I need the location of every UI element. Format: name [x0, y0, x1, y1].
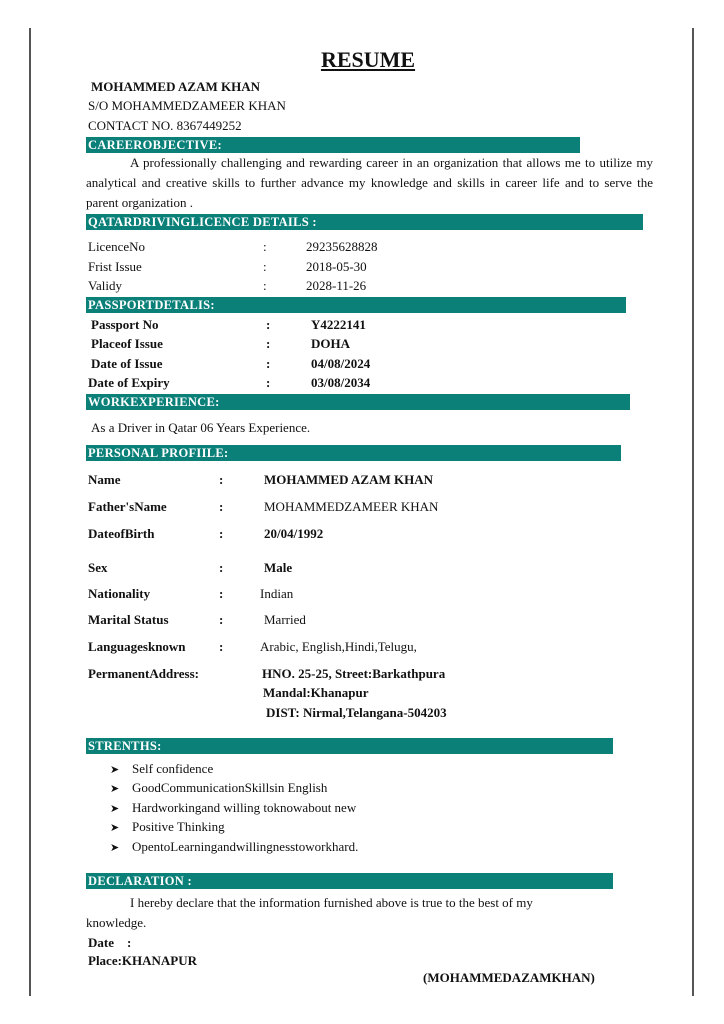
- arrow-bullet-icon: ➤: [110, 764, 120, 776]
- passport-separator: :: [266, 356, 271, 371]
- licence-separator: :: [263, 239, 267, 254]
- personal-separator: :: [219, 472, 224, 487]
- personal-separator: :: [219, 586, 224, 601]
- personal-separator: :: [219, 499, 224, 514]
- passport-value: Y4222141: [311, 317, 366, 332]
- licence-separator: :: [263, 278, 267, 293]
- personal-value: Arabic, English,Hindi,Telugu,: [260, 639, 417, 654]
- licence-label: Frist Issue: [88, 259, 142, 274]
- personal-value: Indian: [260, 586, 294, 601]
- relation-line: S/O MOHAMMEDZAMEER KHAN: [88, 98, 286, 113]
- licence-heading: QATARDRIVINGLICENCE DETAILS :: [86, 214, 643, 230]
- list-item: ➤ Self confidence: [110, 761, 214, 776]
- passport-heading: PASSPORTDETALIS:: [86, 297, 626, 313]
- strengths-heading: STRENTHS:: [86, 738, 613, 754]
- licence-value: 29235628828: [306, 239, 378, 254]
- work-experience-text: As a Driver in Qatar 06 Years Experience.: [91, 420, 311, 435]
- personal-separator: :: [219, 526, 224, 541]
- declaration-text: I hereby declare that the information furnished above is true to the best of my knowledge.: [86, 895, 533, 930]
- passport-label: Placeof Issue: [91, 336, 163, 351]
- arrow-bullet-icon: ➤: [110, 783, 120, 795]
- page-border-left: [29, 28, 31, 996]
- passport-value: 03/08/2034: [311, 375, 371, 390]
- personal-label: Name: [88, 472, 121, 487]
- contact-line: CONTACT NO. 8367449252: [88, 118, 242, 133]
- list-item: ➤ OpentoLearningandwillingnesstoworkhard.: [110, 839, 359, 854]
- career-objective-text: A professionally challenging and rewarding career in an organization that allows me to utilize my analytical and creative skills to further advance my knowledge and skills in career life and to serve the parent organization .: [86, 155, 653, 210]
- passport-label: Date of Expiry: [88, 375, 170, 390]
- personal-label: DateofBirth: [88, 526, 155, 541]
- personal-label: Sex: [88, 560, 108, 575]
- licence-value: 2028-11-26: [306, 278, 367, 293]
- personal-value: Married: [264, 612, 306, 627]
- list-item: ➤ Hardworkingand willing toknowabout new: [110, 800, 357, 815]
- signature-name: (MOHAMMEDAZAMKHAN): [423, 970, 595, 985]
- personal-profile-heading: PERSONAL PROFIILE:: [86, 445, 621, 461]
- personal-value: Male: [264, 560, 293, 575]
- arrow-bullet-icon: ➤: [110, 822, 120, 834]
- licence-label: Validy: [88, 278, 122, 293]
- passport-label: Passport No: [91, 317, 159, 332]
- personal-label: Languagesknown: [88, 639, 186, 654]
- passport-value: DOHA: [311, 336, 350, 351]
- passport-label: Date of Issue: [91, 356, 163, 371]
- page-title: RESUME: [320, 47, 416, 72]
- personal-separator: :: [219, 560, 224, 575]
- personal-label: PermanentAddress:: [88, 666, 199, 681]
- place-label: Place:KHANAPUR: [88, 953, 198, 968]
- personal-label: Nationality: [88, 586, 151, 601]
- passport-separator: :: [266, 375, 271, 390]
- declaration-heading: DECLARATION :: [86, 873, 613, 889]
- personal-label: Father'sName: [88, 499, 167, 514]
- passport-separator: :: [266, 317, 271, 332]
- address-line-2: Mandal:Khanapur: [263, 685, 369, 700]
- personal-label: Marital Status: [88, 612, 169, 627]
- date-label: Date :: [88, 935, 132, 950]
- arrow-bullet-icon: ➤: [110, 803, 120, 815]
- arrow-bullet-icon: ➤: [110, 842, 120, 854]
- personal-value: MOHAMMEDZAMEER KHAN: [264, 499, 439, 514]
- licence-label: LicenceNo: [88, 239, 146, 254]
- personal-separator: :: [219, 612, 224, 627]
- passport-value: 04/08/2024: [311, 356, 371, 371]
- candidate-name: MOHAMMED AZAM KHAN: [91, 79, 260, 94]
- personal-value: 20/04/1992: [264, 526, 324, 541]
- page-border-right: [692, 28, 694, 996]
- work-experience-heading: WORKEXPERIENCE:: [86, 394, 630, 410]
- licence-value: 2018-05-30: [306, 259, 367, 274]
- personal-separator: :: [219, 639, 224, 654]
- career-objective-heading: CAREEROBJECTIVE:: [86, 137, 580, 153]
- licence-separator: :: [263, 259, 267, 274]
- passport-separator: :: [266, 336, 271, 351]
- personal-value: MOHAMMED AZAM KHAN: [264, 472, 433, 487]
- address-line-3: DIST: Nirmal,Telangana-504203: [266, 705, 447, 720]
- address-line-1: HNO. 25-25, Street:Barkathpura: [262, 666, 446, 681]
- list-item: ➤ Positive Thinking: [110, 819, 225, 834]
- list-item: ➤ GoodCommunicationSkillsin English: [110, 780, 328, 795]
